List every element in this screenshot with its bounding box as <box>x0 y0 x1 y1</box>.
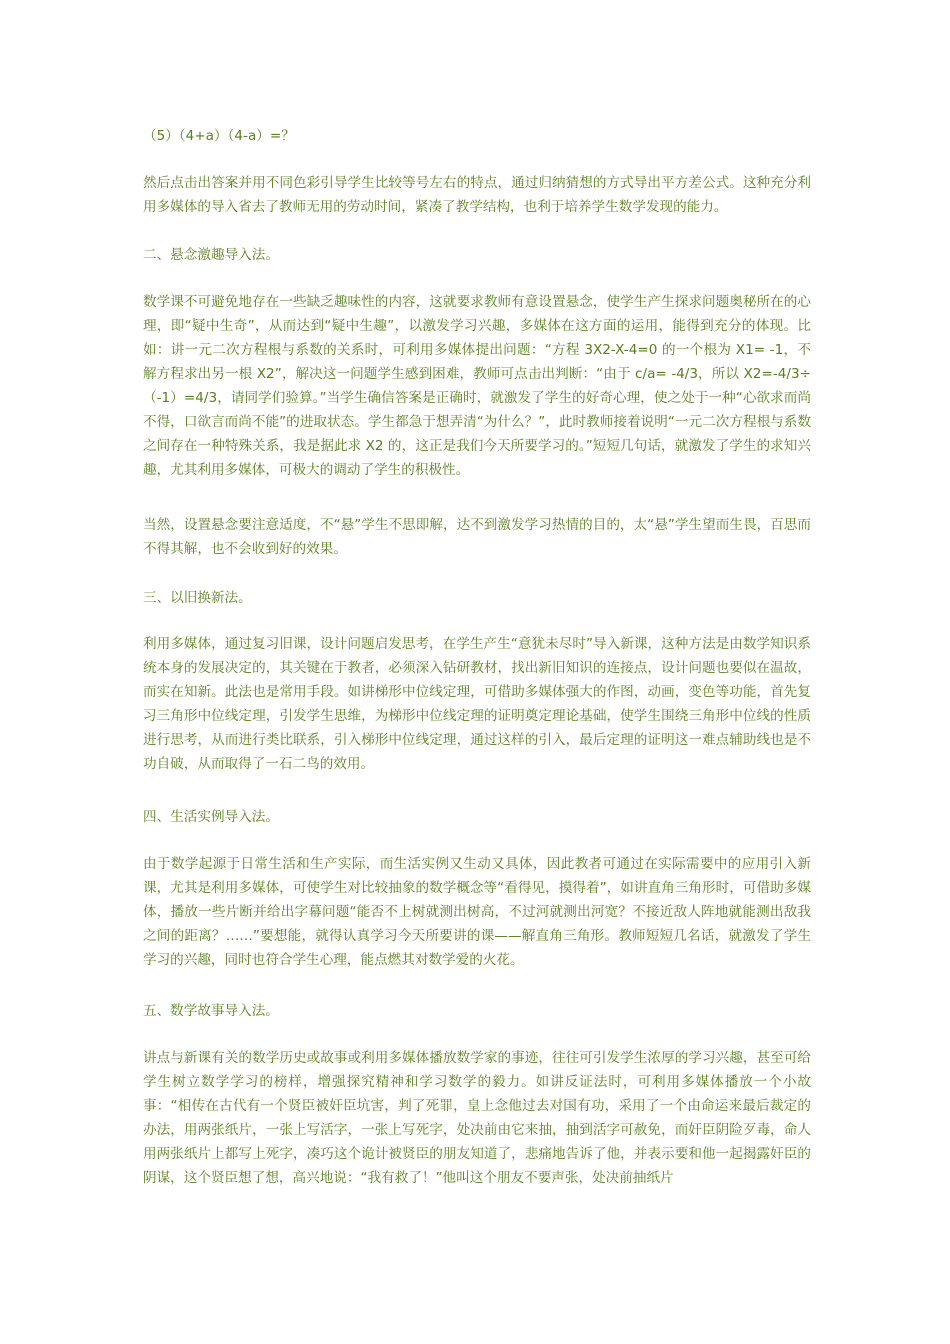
paragraph-1: 然后点击出答案并用不同色彩引导学生比较等号左右的特点，通过归纳猜想的方式导出平方差公式。这种充分利用多媒体的导入省去了教师无用的劳动时间，紧凑了教学结构，也利于培养学生数学发现的能力。 <box>143 175 811 215</box>
formula-line: （5）（4+a）（4-a）=？ <box>143 128 295 144</box>
section-heading-4: 四、生活实例导入法。 <box>143 809 279 825</box>
paragraph-6: 讲点与新课有关的数学历史或故事或利用多媒体播放数学家的事迹，往往可引发学生浓厚的学习兴趣，甚至可给学生树立数学学习的榜样，增强探究精神和学习数学的毅力。如讲反证法时，可利用多媒体播放一个小故事：“相传在古代有一个贤臣被奸臣坑害，判了死罪，皇上念他过去对国有功，采用了一个由命运来最后裁定的办法，用两张纸片，一张上写活字，一张上写死字，处决前由它来抽，抽到活字可赦免，而奸臣阴险歹毒，命人用两张纸片上都写上死字，凑巧这个诡计被贤臣的朋友知道了，悲痛地告诉了他，并表示要和他一起揭露奸臣的阴谋，这个贤臣想了想，高兴地说：“我有救了！”他叫这个朋友不要声张，处决前抽纸片 <box>143 1050 811 1186</box>
section-heading-2: 二、悬念激趣导入法。 <box>143 247 279 263</box>
paragraph-4: 利用多媒体，通过复习旧课，设计问题启发思考，在学生产生“意犹未尽时”导入新课，这种方法是由数学知识系统本身的发展决定的，其关键在于教者，必须深入钻研教材，找出新旧知识的连接点，设计问题也要似在温故，而实在知新。此法也是常用手段。如讲梯形中位线定理，可借助多媒体强大的作图，动画，变色等功能，首先复习三角形中位线定理，引发学生思维，为梯形中位线定理的证明奠定理论基础，使学生围绕三角形中位线的性质进行思考，从而进行类比联系，引入梯形中位线定理，通过这样的引入，最后定理的证明这一难点辅助线也是不功自破，从而取得了一石二鸟的效用。 <box>143 636 811 772</box>
paragraph-2: 数学课不可避免地存在一些缺乏趣味性的内容，这就要求教师有意设置悬念，使学生产生探求问题奥秘所在的心理，即“疑中生奇”，从而达到“疑中生趣”，以激发学习兴趣，多媒体在这方面的运用，能得到充分的体现。比如：讲一元二次方程根与系数的关系时，可利用多媒体提出问题：“方程 3X2-X-4=0 的一个根为 X1= -1，不解方程求出另一根 X2”，解决这一问题学生感到困难，教师可点击出判断：“由于 c/a= -4/3，所以 X2=-4/3÷（-1）=4/3，请同学们验算。”当学生确信答案是正确时，就激发了学生的好奇心理，使之处于一种“心欲求而尚不得，口欲言而尚不能”的进取状态。学生都急于想弄清“为什么？”，此时教师接着说明“一元二次方程根与系数之间存在一种特殊关系，我是据此求 X2 的，这正是我们今天所要学习的。”短短几句话，就激发了学生的求知兴趣，尤其利用多媒体，可极大的调动了学生的积极性。 <box>143 294 811 478</box>
section-heading-5: 五、数学故事导入法。 <box>143 1003 279 1019</box>
section-heading-3: 三、以旧换新法。 <box>143 590 252 606</box>
paragraph-3: 当然，设置悬念要注意适度，不“悬”学生不思即解，达不到激发学习热情的目的，太“悬”学生望而生畏，百思而不得其解，也不会收到好的效果。 <box>143 517 811 557</box>
paragraph-5: 由于数学起源于日常生活和生产实际，而生活实例又生动又具体，因此教者可通过在实际需要中的应用引入新课，尤其是利用多媒体，可使学生对比较抽象的数学概念等“看得见，摸得着”，如讲直角三角形时，可借助多媒体，播放一些片断并给出字幕问题“能否不上树就测出树高，不过河就测出河宽？不接近敌人阵地就能测出敌我之间的距离？……”要想能，就得认真学习今天所要讲的课——解直角三角形。教师短短几名话，就激发了学生学习的兴趣，同时也符合学生心理，能点燃其对数学爱的火花。 <box>143 856 811 968</box>
